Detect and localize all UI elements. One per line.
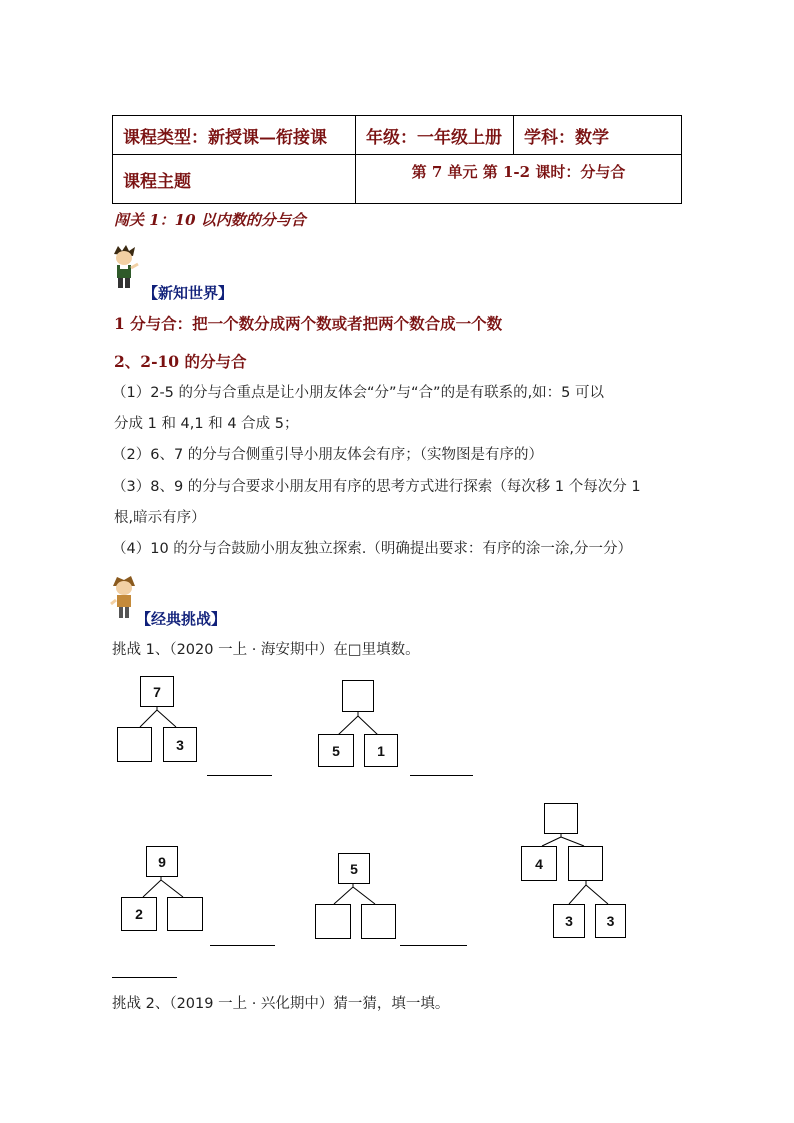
point-2: 2、2-10 的分与合	[114, 352, 247, 371]
tree3-top-box[interactable]: 9	[146, 846, 178, 877]
grade-cell: 年级：一年级上册	[356, 116, 514, 155]
tree5-top-box[interactable]	[544, 803, 578, 834]
tree5-mid-right-box[interactable]	[568, 846, 603, 881]
item-line-3: （2）6、7 的分与合侧重引导小朋友体会有序；（实物图是有序的）	[112, 447, 544, 463]
tree5-bottom-left-box[interactable]: 3	[553, 904, 585, 938]
tree4-right-box[interactable]	[361, 904, 396, 939]
tree3-left-box[interactable]: 2	[121, 897, 157, 931]
subject-cell: 学科：数学	[514, 116, 682, 155]
tree1-answer-line[interactable]	[207, 775, 272, 776]
section-new-knowledge: 【新知世界】	[143, 284, 234, 302]
tree4-answer-line[interactable]	[400, 945, 467, 946]
section-classic-challenge: 【经典挑战】	[136, 610, 227, 628]
tree4-left-box[interactable]	[315, 904, 351, 939]
topic-value-cell: 第 7 单元 第 1-2 课时：分与合	[356, 155, 682, 204]
item-line-4: （3）8、9 的分与合要求小朋友用有序的思考方式进行探索（每次移 1 个每次分 1	[112, 479, 641, 495]
tree1-left-box[interactable]	[117, 727, 152, 762]
point-1: 1 分与合：把一个数分成两个数或者把两个数合成一个数	[114, 314, 503, 333]
tree4-top-box[interactable]: 5	[338, 853, 370, 884]
item-line-2: 分成 1 和 4,1 和 4 合成 5；	[114, 416, 299, 432]
tree3-answer-line[interactable]	[210, 945, 275, 946]
item-line-1: （1）2-5 的分与合重点是让小朋友体会“分”与“合”的是有联系的,如：5 可以	[112, 385, 605, 401]
tree1-top-box[interactable]: 7	[140, 676, 174, 707]
challenge-1-prompt: 挑战 1、（2020 一上 · 海安期中）在□里填数。	[112, 642, 420, 658]
level-title: 闯关 1：10 以内数的分与合	[114, 211, 306, 229]
item-line-6: （4）10 的分与合鼓励小朋友独立探索.（明确提出要求：有序的涂一涂,分一分）	[112, 541, 633, 557]
tree2-top-box[interactable]	[342, 680, 374, 712]
tree5-bottom-right-box[interactable]: 3	[595, 904, 626, 938]
tree2-left-box[interactable]: 5	[318, 734, 354, 767]
tree2-answer-line[interactable]	[410, 775, 473, 776]
tree5-mid-left-box[interactable]: 4	[521, 846, 557, 881]
course-type-cell: 课程类型：新授课—衔接课	[113, 116, 356, 155]
tree5-answer-line[interactable]	[112, 977, 177, 978]
tree2-right-box[interactable]: 1	[364, 734, 398, 767]
challenge-2-prompt: 挑战 2、（2019 一上 · 兴化期中）猜一猜，填一填。	[112, 996, 450, 1012]
item-line-5: 根,暗示有序）	[114, 510, 206, 526]
tree3-right-box[interactable]	[167, 897, 203, 931]
topic-label-cell: 课程主题	[113, 155, 356, 204]
tree1-right-box[interactable]: 3	[163, 727, 197, 762]
